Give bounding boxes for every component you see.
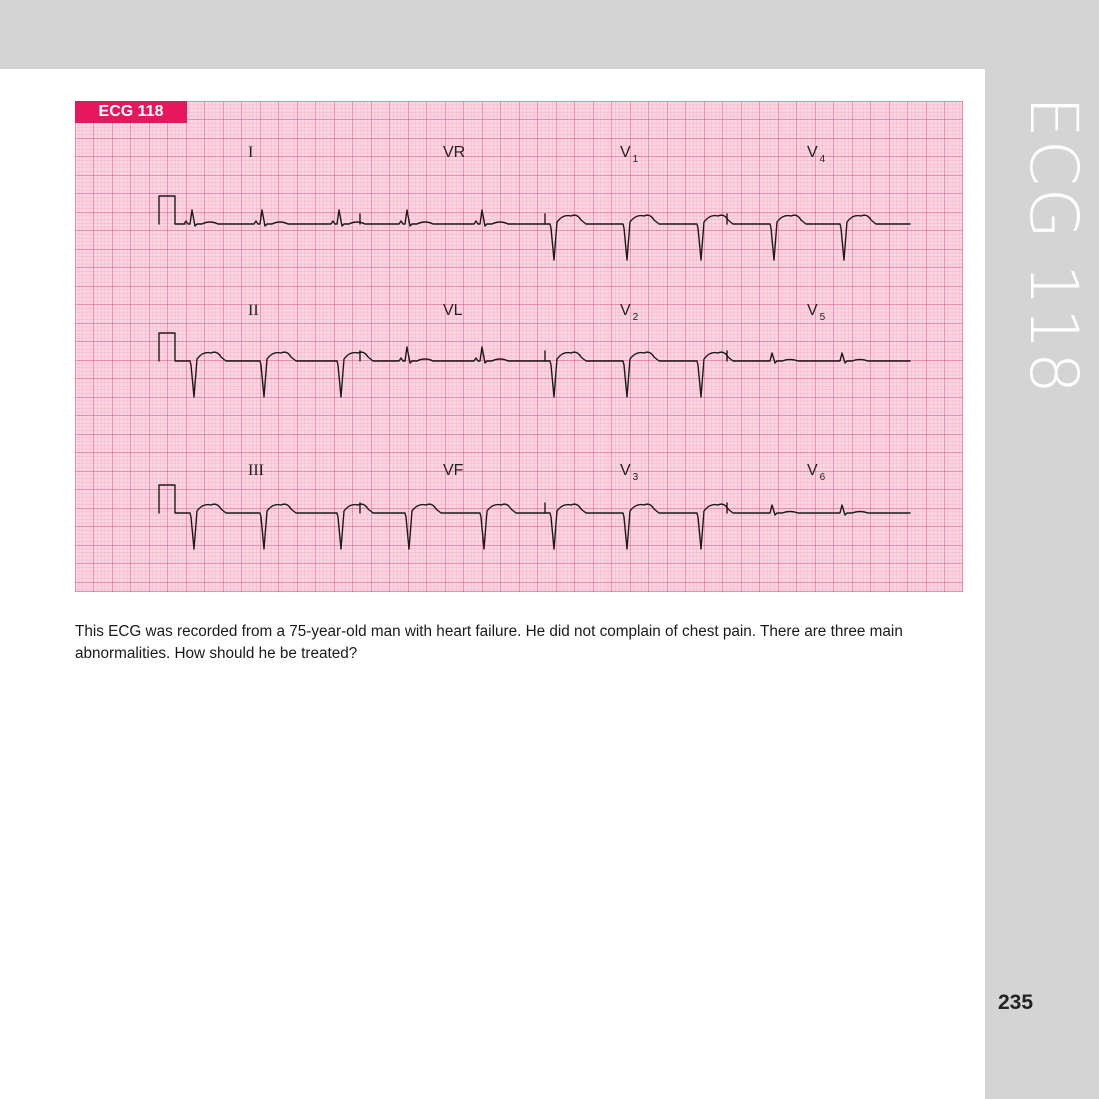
lead-label: VF (443, 462, 464, 479)
lead-label: III (248, 462, 264, 479)
lead-label: V $_4$ (807, 144, 826, 165)
question-caption: This ECG was recorded from a 75-year-old man with heart failure. He did not complain of chest pain. There are three main abnormalities. How should he be treated? (75, 623, 903, 662)
lead-label: V $_3$ (620, 462, 639, 483)
lead-label: V $_6$ (807, 462, 826, 483)
ecg-figure (75, 101, 963, 592)
lead-label: V $_1$ (620, 144, 639, 165)
lead-label: VR (443, 144, 466, 161)
side-title: ECG 118 (1015, 96, 1092, 396)
grid (75, 101, 963, 592)
ecg-badge: ECG 118 (75, 101, 187, 123)
lead-label: V $_2$ (620, 302, 639, 323)
top-band (0, 0, 1099, 69)
lead-label: V $_5$ (807, 302, 826, 323)
lead-label: II (248, 302, 259, 319)
lead-label: I (248, 144, 254, 161)
page-number: 235 (998, 991, 1034, 1014)
lead-label: VL (443, 302, 463, 319)
